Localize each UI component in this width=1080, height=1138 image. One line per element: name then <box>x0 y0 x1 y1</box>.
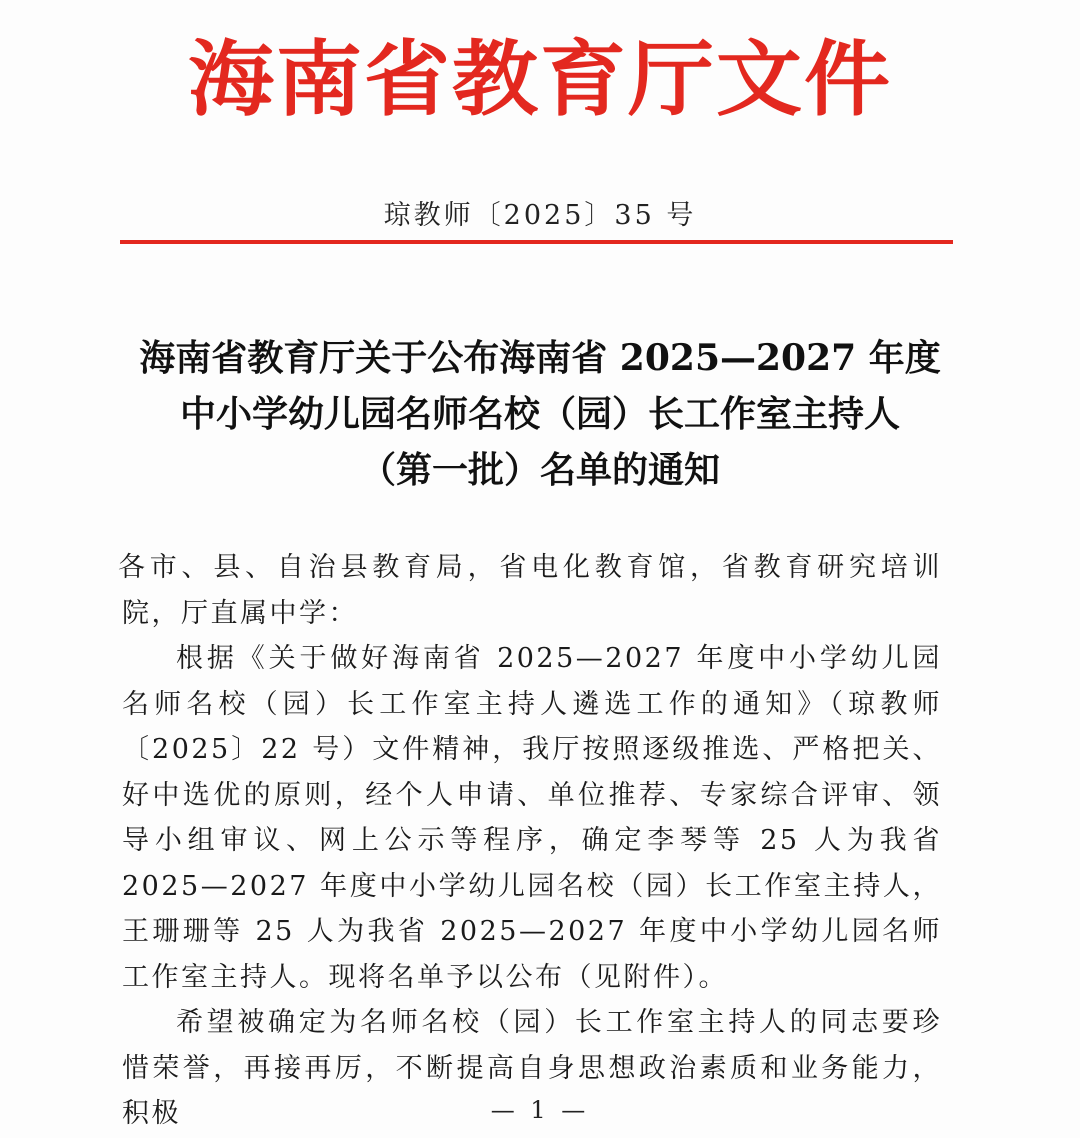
addressee: 各市、县、自治县教育局，省电化教育馆，省教育研究培训院，厅直属中学： <box>118 552 942 629</box>
red-divider-line <box>120 240 953 244</box>
title-line-3: （第一批）名单的通知 <box>359 449 720 491</box>
title-line-1: 海南省教育厅关于公布海南省 2025—2027 年度 <box>139 337 941 379</box>
document-body <box>118 545 942 1137</box>
body-paragraph-1: 根据《关于做好海南省 2025—2027 年度中小学幼儿园名师名校（园）长工作室主持人遴选工作的通知》（琼教师〔2025〕22 号）文件精神，我厅按照逐级推选、严格把关、好中选优的原则，经个人申请、单位推荐、专家综合评审、领导小组审议、网上公示等程序，确定李琴等 25 人为我省 2025—2027 年度中小学幼儿园名校（园）长工作室主持人，王珊珊等 25 人为我省 2025—2027 年度中小学幼儿园名师工作室主持人。现将名单予以公布（见附件）。 <box>122 643 942 993</box>
body-paragraph-2: 希望被确定为名师名校（园）长工作室主持人的同志要珍惜荣誉，再接再厉，不断提高自身思想政治素质和业务能力，积极 <box>122 1007 942 1129</box>
title-line-2: 中小学幼儿园名师名校（园）长工作室主持人 <box>179 393 900 435</box>
document-number: 琼教师〔2025〕35 号 <box>383 200 697 231</box>
document-title <box>80 330 1000 498</box>
page-number: — 1 — <box>490 1096 590 1124</box>
document-masthead: 海南省教育厅文件 <box>188 31 892 128</box>
